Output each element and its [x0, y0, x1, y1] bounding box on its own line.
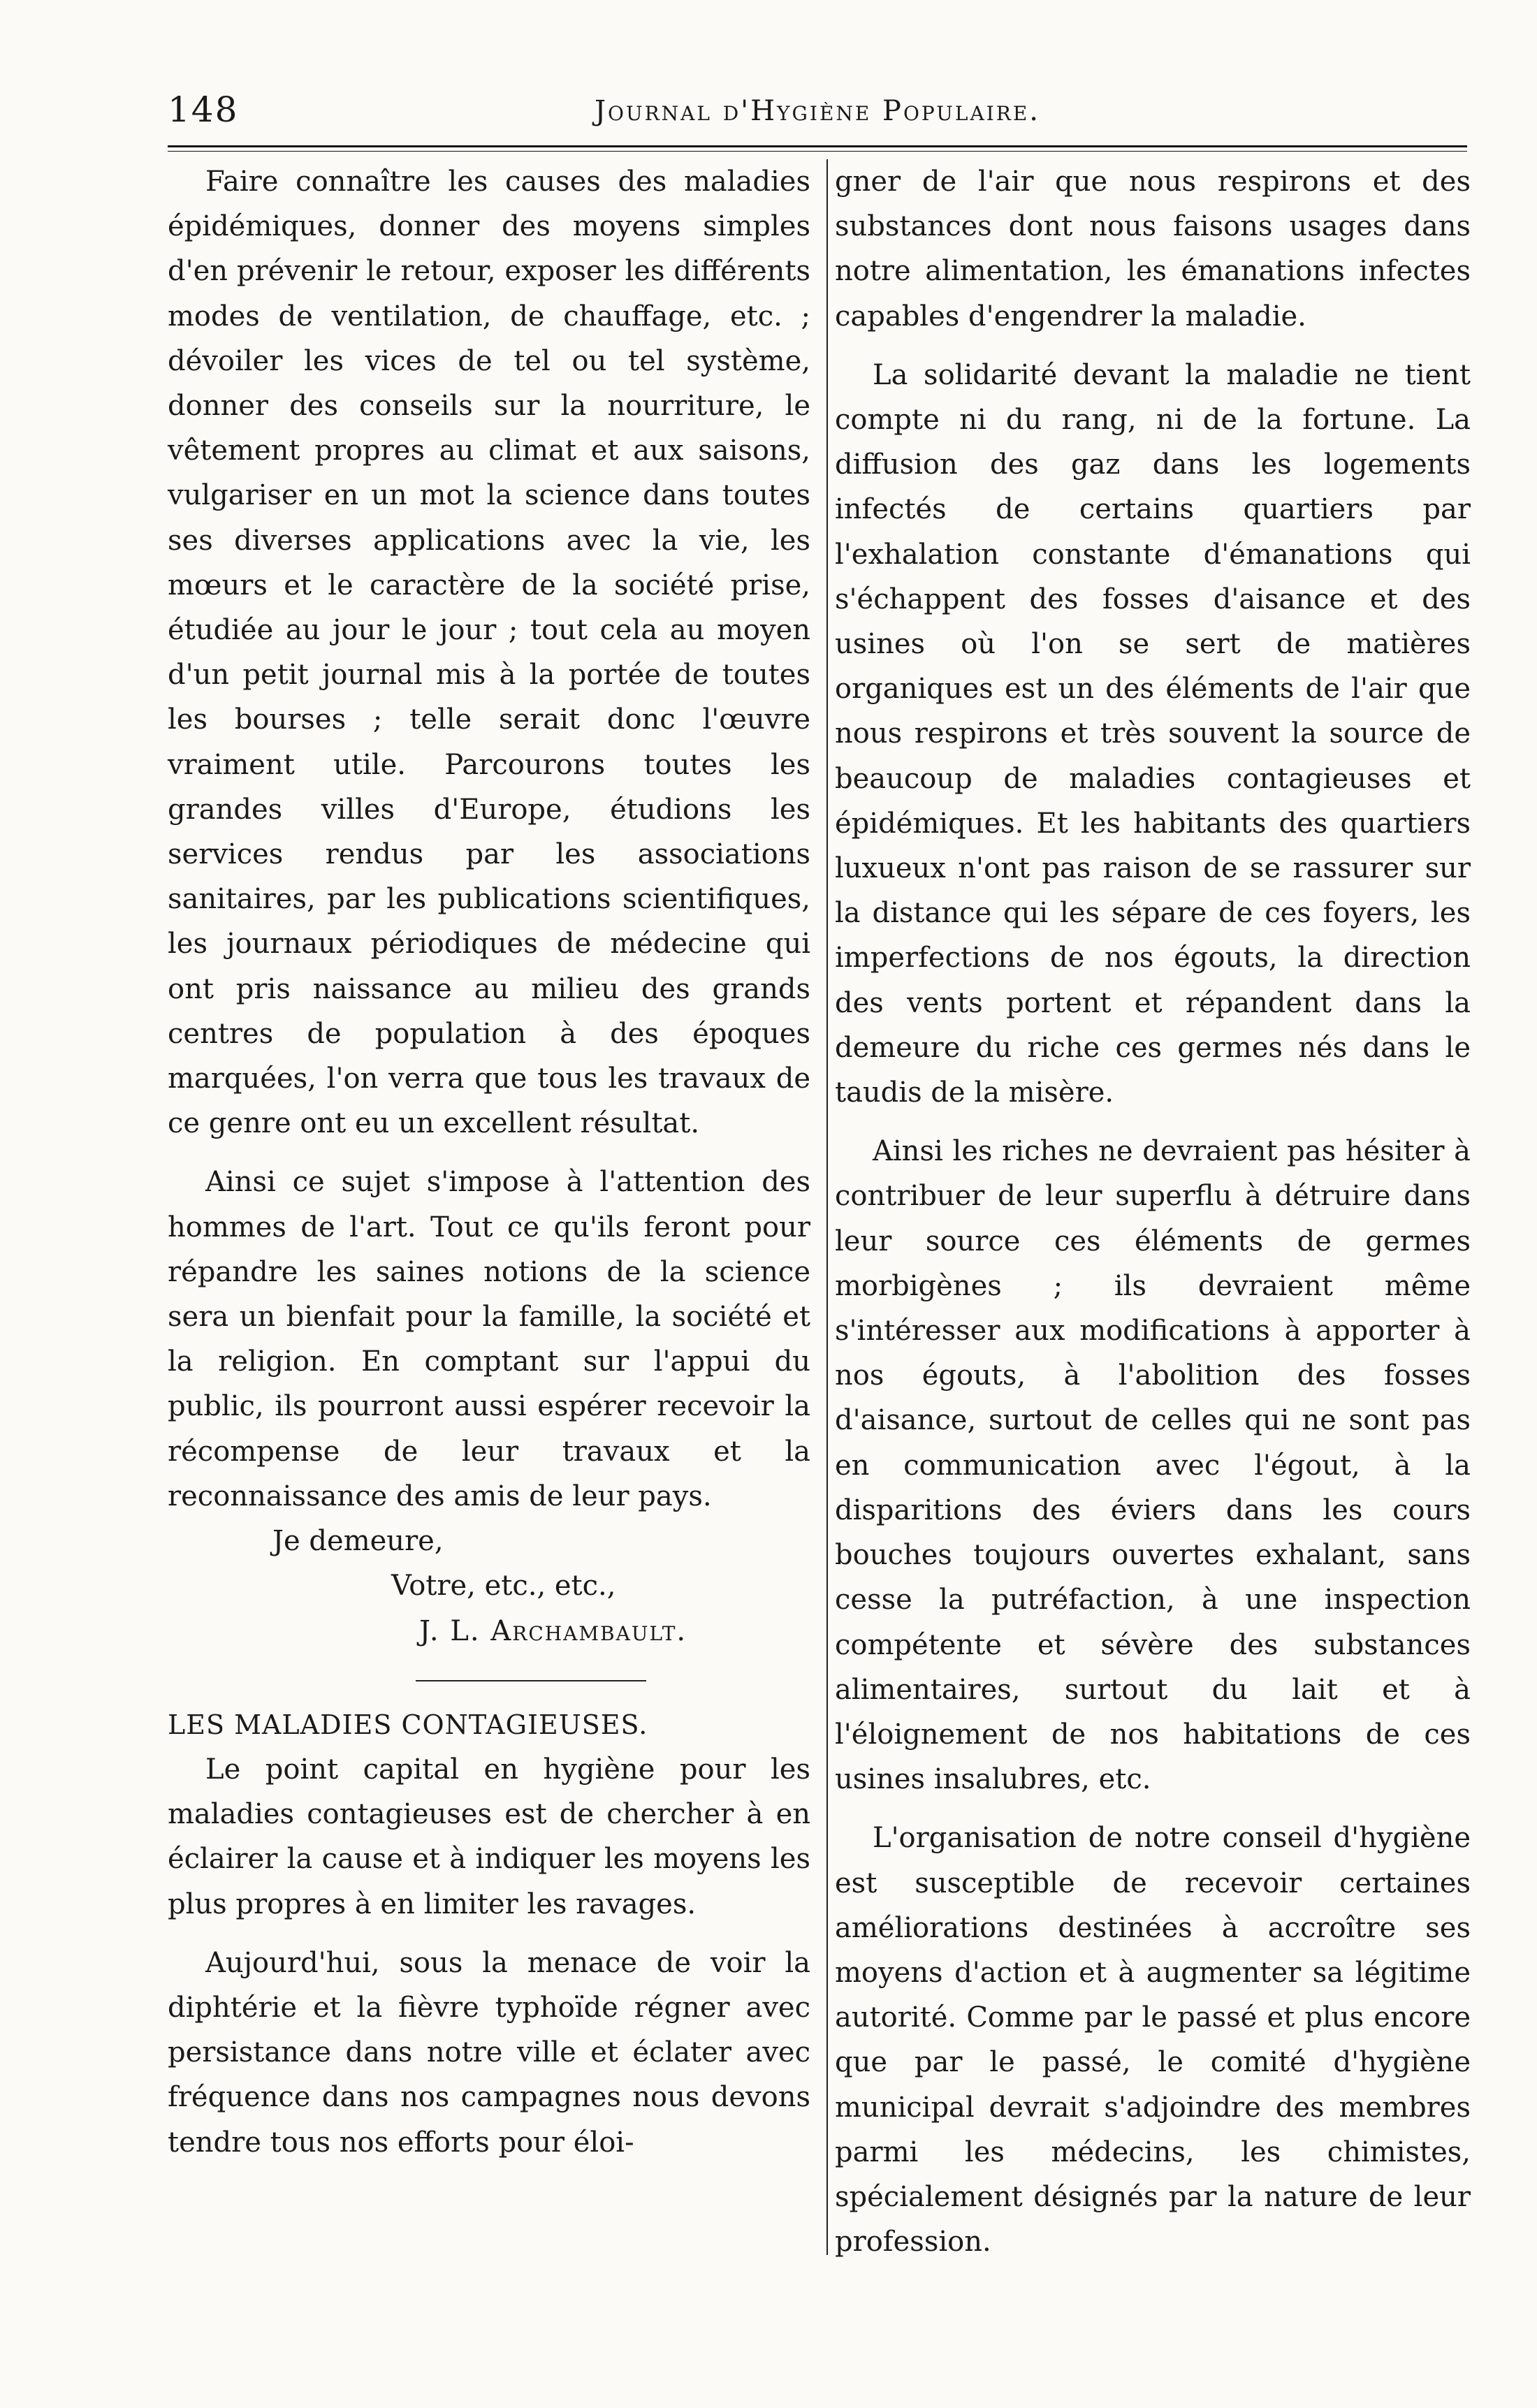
right-column	[835, 159, 1471, 2264]
paragraph: gner de l'air que nous respirons et des substances dont nous faisons usages dans notre alimentation, les émanations infectes capables d'engendrer la maladie.	[835, 166, 1471, 333]
left-column	[168, 159, 810, 2165]
page-header	[168, 89, 1467, 138]
paragraph: La solidarité devant la maladie ne tient compte ni du rang, ni de la fortune. La diffusion des gaz dans les logements infectés de certains quartiers par l'exhalation constante d'émanations qui s'échappent des fosses d'aisance et des usines où l'on se sert de matières organiques est un des éléments de l'air que nous respirons et très souvent la source de beaucoup de maladies contagieuses et épidémiques. Et les habitants des quartiers luxueux n'ont pas raison de se rassurer sur la distance qui les sépare de ces foyers, les imperfections de nos égouts, la direction des vents portent et répandent dans la demeure du riche ces germes nés dans le taudis de la misère.	[835, 358, 1471, 1109]
paragraph: L'organisation de notre conseil d'hygiène est susceptible de recevoir certaines améliorations destinées à accroître ses moyens d'action et à augmenter sa légitime autorité. Comme par le passé et plus encore que par le passé, le comité d'hygiène municipal devrait s'adjoindre des membres parmi les médecins, les chimistes, spécialement désignés par la nature de leur profession.	[835, 1822, 1471, 2259]
column-divider	[826, 159, 828, 2255]
paragraph: Le point capital en hygiène pour les maladies contagieuses est de chercher à en éclairer la cause et à indiquer les moyens les plus propres à en limiter les ravages.	[168, 1753, 810, 1920]
section-title: LES MALADIES CONTAGIEUSES.	[168, 1709, 648, 1740]
page-number: 148	[168, 89, 239, 130]
header-rule-thin	[168, 151, 1467, 152]
paragraph: Ainsi ce sujet s'impose à l'attention des hommes de l'art. Tout ce qu'ils feront pour répandre les saines notions de la science sera un bienfait pour la famille, la société et la religion. En comptant sur l'appui du public, ils pourront aussi espérer recevoir la récompense de leur travaux et la reconnaissance des amis de leur pays.	[168, 1166, 810, 1512]
header-rule	[168, 145, 1467, 147]
paragraph: Ainsi les riches ne devraient pas hésiter à contribuer de leur superflu à détruire dans leur source ces éléments de germes morbigènes ; ils devraient même s'intéresser aux modifications à apporter à nos égouts, à l'abolition des fosses d'aisance, surtout de celles qui ne sont pas en communication avec l'égout, à la disparitions des éviers dans les cours bouches toujours ouvertes exhalant, sans cesse la putréfaction, à une inspection compétente et sévère des substances alimentaires, surtout du lait et à l'éloignement de nos habitations de ces usines insalubres, etc.	[835, 1135, 1471, 1796]
closing-line: Je demeure,	[272, 1525, 444, 1558]
paragraph: Aujourd'hui, sous la menace de voir la diphtérie et la fièvre typhoïde régner avec persistance dans notre ville et éclater avec fréquence dans nos campagnes nous devons tendre tous nos efforts pour éloi-	[168, 1946, 810, 2159]
closing-line: Votre, etc., etc.,	[391, 1570, 616, 1603]
signature: J. L. Archambault.	[419, 1614, 687, 1647]
paragraph: Faire connaître les causes des maladies épidémiques, donner des moyens simples d'en prévenir le retour, exposer les différents modes de ventilation, de chauffage, etc. ; dévoiler les vices de tel ou tel système, donner des conseils sur la nourriture, le vêtement propres au climat et aux saisons, vulgariser en un mot la science dans toutes ses diverses applications avec la vie, les mœurs et le caractère de la société prise, étudiée au jour le jour ; tout cela au moyen d'un petit journal mis à la portée de toutes les bourses ; telle serait donc l'œuvre vraiment utile. Parcourons toutes les grandes villes d'Europe, étudions les services rendus par les associations sanitaires, par les publications scientifiques, les journaux périodiques de médecine qui ont pris naissance au milieu des grands centres de population à des époques marquées, l'on verra que tous les travaux de ce genre ont eu un excellent résultat.	[168, 166, 810, 1140]
running-title: Journal d'Hygiène Populaire.	[595, 95, 1040, 127]
section-separator	[416, 1680, 646, 1681]
